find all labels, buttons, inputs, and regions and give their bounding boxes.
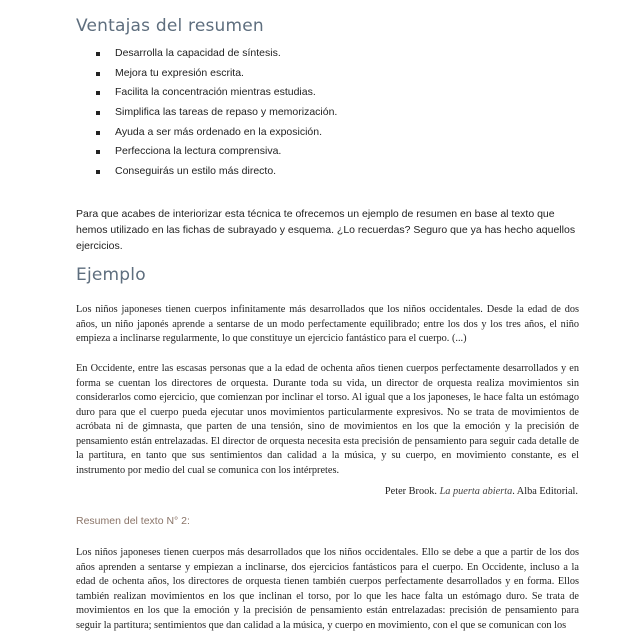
citation-title: La puerta abierta [439,486,513,497]
summary-paragraph: Los niños japoneses tienen cuerpos más desarrollados que los niños occidentales. Ello se debe a que a partir de los dos años aprenden a sentarse y empiezan a inclinarse, dos ejercicios fantásticos para el cuerpo. En Occidente, incluso a la edad de ochenta años, los directores de orquesta tienen también cuerpos perfectamente desarrollados y en forma. Ellos también realizan movimientos en los que inclinan el torso, por lo que les hace falta un estómago duro. Se trata de movimientos en los que la emoción y la precisión de pensamiento están entrelazadas: precisión de pensamiento para seguir la partitura; sentimientos que dan calidad a la música, y cuerpo en movimiento, con el que se comunican con los [76,547,579,631]
citation [385,486,578,497]
example-paragraph-1: Los niños japoneses tienen cuerpos infinitamente más desarrollados que los niños occidentales. Desde la edad de dos años, un niño japonés aprende a sentarse de un modo perfectamente equilibrado; entre los dos y los tres años, el niño empieza a inclinarse regularmente, lo que constituye un ejercicio fantástico para el cuerpo. (...) [76,304,579,344]
square-bullet-icon [96,52,100,56]
section-heading-ejemplo: Ejemplo [76,265,146,285]
list-item [96,83,337,103]
citation-publisher: . Alba Editorial. [512,486,578,497]
list-item [96,162,337,182]
square-bullet-icon [96,150,100,154]
list-item [96,123,337,143]
list-item-text: Perfecciona la lectura comprensiva. [115,145,282,158]
square-bullet-icon [96,111,100,115]
list-item [96,103,337,123]
list-item-text: Desarrolla la capacidad de síntesis. [115,47,281,59]
list-item [96,64,337,84]
square-bullet-icon [96,170,100,174]
list-item [96,142,337,162]
list-item-text: Facilita la concentración mientras estudias. [115,86,316,99]
list-item [96,44,337,64]
list-item-text: Conseguirás un estilo más directo. [115,165,277,178]
list-item-text: Mejora tu expresión escrita. [115,66,244,79]
summary-heading: Resumen del texto N° 2: [76,515,190,527]
square-bullet-icon [96,91,100,95]
section-heading-ventajas: Ventajas del resumen [76,16,264,36]
benefits-list [96,44,337,182]
square-bullet-icon [96,131,100,135]
square-bullet-icon [96,72,100,76]
citation-author: Peter Brook. [384,486,437,497]
list-item-text: Simplifica las tareas de repaso y memorización. [115,106,338,119]
list-item-text: Ayuda a ser más ordenado en la exposición. [115,125,323,138]
intro-paragraph: Para que acabes de interiorizar esta técnica te ofrecemos un ejemplo de resumen en base al texto que hemos utilizado en las fichas de subrayado y esquema. ¿Lo recuerdas? Seguro que ya has hecho aquellos ejercicios. [76,208,576,252]
example-paragraph-2: En Occidente, entre las escasas personas que a la edad de ochenta años tienen cuerpos perfectamente desarrollados y en forma se cuentan los directores de orquesta. Durante toda su vida, un director de orquesta realiza movimientos sin considerarlos como ejercicio, que comienzan por inclinar el torso. Al igual que a los japoneses, le hace falta un estómago duro para que el cuerpo pueda ejecutar unos movimientos particularmente expresivos. No se trata de movimientos de acróbata ni de gimnasta, que parten de una tensión, sino de movimientos en los que la emoción y la precisión de pensamiento están entrelazadas. El director de orquesta necesita esta precisión de pensamiento para seguir cada detalle de la partitura, en tanto que sus sentimientos dan calidad a la música, y su cuerpo, en movimiento constante, es el instrumento por medio del cual se comunica con los intérpretes. [76,363,579,476]
